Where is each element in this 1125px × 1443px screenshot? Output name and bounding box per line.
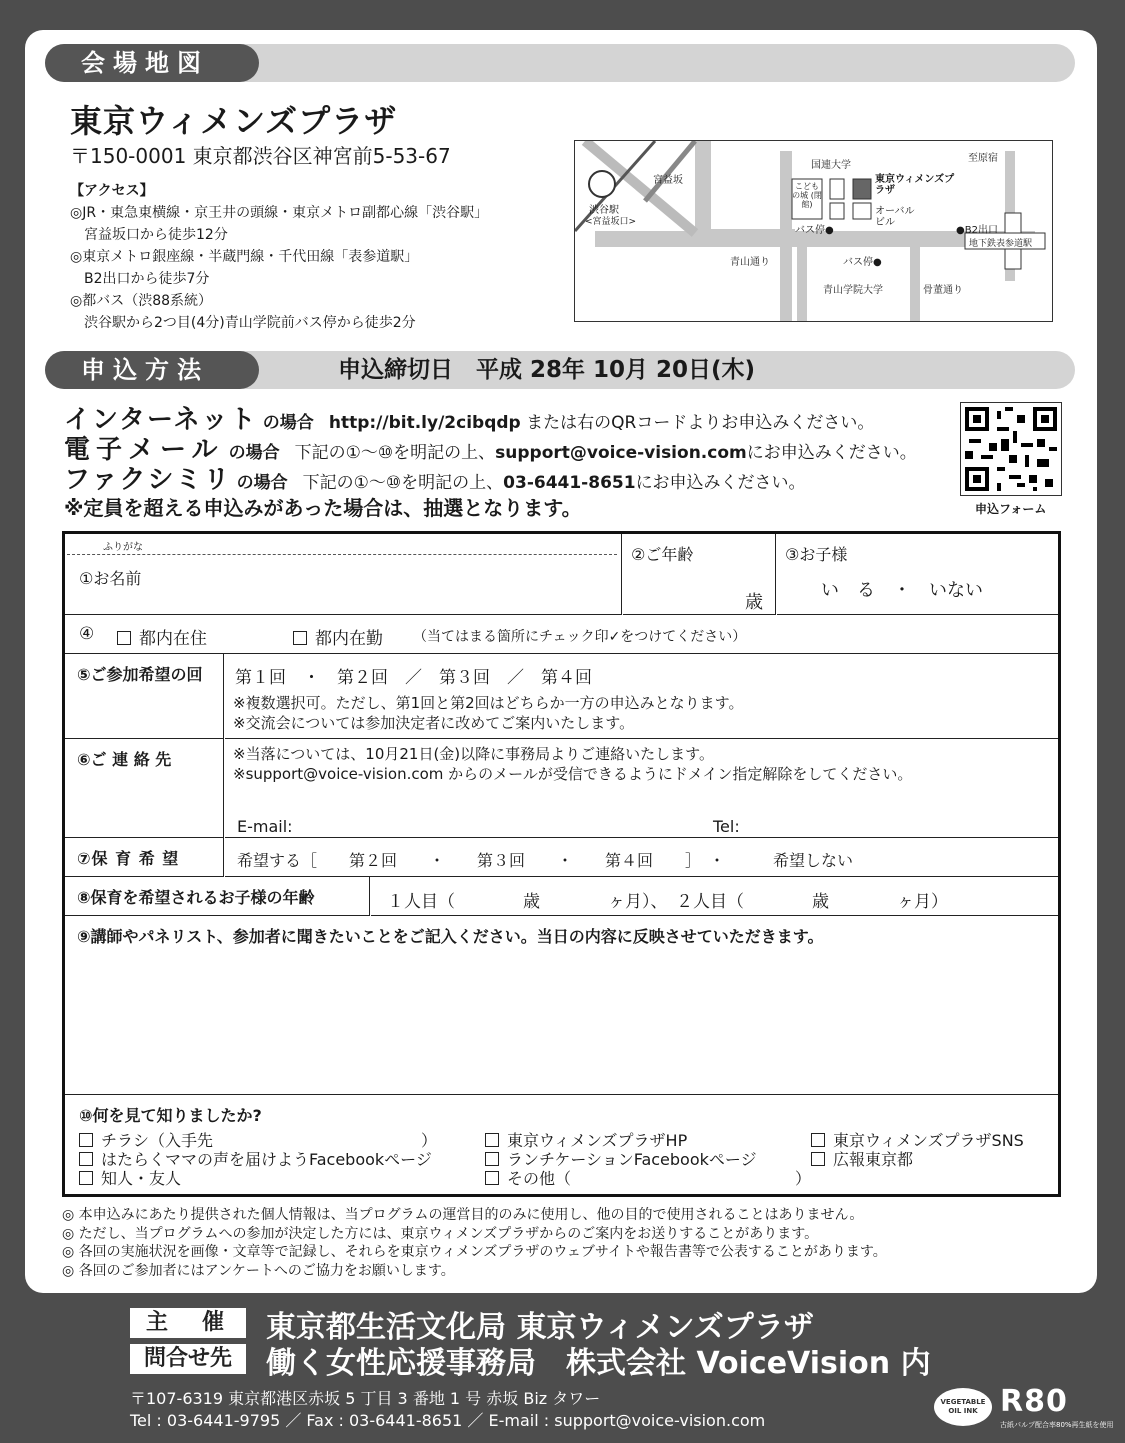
contact-note2: ※support@voice-vision.com からのメールが受信できるようにドメイン指定解除をしてください。 bbox=[233, 765, 913, 783]
field-contact bbox=[225, 739, 1058, 838]
host-name: 東京都生活文化局 東京ウィメンズプラザ bbox=[266, 1310, 814, 1345]
internet-text: または右のQRコードよりお申込みください。 bbox=[520, 413, 875, 433]
contact-label: ⑥ご 連 絡 先 bbox=[77, 750, 172, 769]
map-label-aoyama: 青山通り bbox=[730, 257, 770, 268]
section-title-apply: 申込方法 bbox=[45, 351, 259, 389]
map-label-kokuren: 国連大学 bbox=[811, 160, 851, 171]
source-option[interactable] bbox=[811, 1150, 1024, 1169]
method-email-case: の場合 bbox=[228, 443, 280, 463]
map-label-harajuku: 至原宿 bbox=[968, 153, 998, 164]
checkbox-icon[interactable] bbox=[293, 631, 307, 645]
email-text2: にお申込みください。 bbox=[746, 443, 917, 463]
session-note2: ※交流会については参加決定者に改めてご案内いたします。 bbox=[233, 714, 635, 732]
childcare-options[interactable]: 希望する［ 第２回 ・ 第３回 ・ 第４回 ］ ・ 希望しない bbox=[237, 851, 854, 870]
source-option-label: 知人・友人 bbox=[101, 1169, 182, 1188]
field-age[interactable] bbox=[623, 534, 776, 615]
application-form bbox=[62, 531, 1061, 1197]
residence-opt1[interactable] bbox=[117, 624, 207, 649]
source-option-label: ランチケーションFacebookページ bbox=[507, 1150, 757, 1169]
host-label: 主 催 bbox=[130, 1308, 246, 1338]
child-age-label-cell bbox=[65, 877, 370, 916]
checkbox-icon[interactable] bbox=[79, 1152, 93, 1166]
field-name[interactable] bbox=[65, 534, 622, 615]
map-label-miyamasuzaka: 宮益坂 bbox=[653, 175, 683, 186]
checkbox-icon[interactable] bbox=[79, 1133, 93, 1147]
map-label-oval: オーバル ビル bbox=[875, 206, 915, 228]
venue-address: 〒150-0001 東京都渋谷区神宮前5-53-67 bbox=[70, 144, 451, 168]
fax-number: 03-6441-8651 bbox=[503, 473, 636, 493]
section-bar-apply bbox=[45, 351, 1075, 389]
note-line: ◎ 各回の実施状況を画像・文章等で記録し、それらを東京ウィメンズプラザのウェブサイトや報告書等で公表することがあります。 bbox=[62, 1244, 887, 1260]
source-col2 bbox=[485, 1131, 811, 1188]
email-field[interactable]: E-mail: bbox=[237, 817, 293, 836]
field-sessions[interactable] bbox=[225, 654, 1058, 739]
session-label: ⑤ご参加希望の回 bbox=[77, 665, 203, 684]
qr-caption: 申込フォーム bbox=[975, 502, 1047, 516]
source-option-label: 広報東京都 bbox=[833, 1150, 914, 1169]
field-child-age[interactable] bbox=[371, 877, 1058, 916]
checkbox-icon[interactable] bbox=[485, 1171, 499, 1185]
note-line: ◎ ただし、当プログラムへの参加が決定した方には、東京ウィメンズプラザからのご案内をお送りすることがあります。 bbox=[62, 1225, 819, 1242]
source-option[interactable] bbox=[79, 1131, 437, 1150]
checkbox-icon[interactable] bbox=[811, 1133, 825, 1147]
source-option[interactable] bbox=[79, 1150, 437, 1169]
source-option-label: 東京ウィメンズプラザSNS bbox=[833, 1131, 1024, 1150]
section-bar-venue bbox=[45, 44, 1075, 82]
fax-text: 下記の①～⑩を明記の上、 bbox=[302, 473, 504, 493]
footer-address: 〒107-6319 東京都港区赤坂 5 丁目 3 番地 1 号 赤坂 Biz タワー bbox=[130, 1389, 601, 1408]
fax-text2: にお申込みください。 bbox=[635, 473, 806, 493]
childcare-label-cell bbox=[65, 838, 224, 877]
source-option-label: はたらくママの声を届けようFacebookページ bbox=[101, 1150, 432, 1169]
residence-num: ④ bbox=[79, 624, 95, 644]
contact-note1: ※当落については、10月21日(金)以降に事務局よりご連絡いたします。 bbox=[233, 745, 714, 763]
field-childcare[interactable] bbox=[225, 838, 1058, 877]
access-line: 宮益坂口から徒歩12分 bbox=[70, 227, 228, 243]
field-questions[interactable] bbox=[65, 916, 1058, 1095]
access-line: ◎JR・東急東横線・京王井の頭線・東京メトロ副都心線「渋谷駅」 bbox=[70, 205, 489, 221]
note-line: ◎ 本申込みにあたり提供された個人情報は、当プログラムの運営目的のみに使用し、他の目的で使用されることはありません。 bbox=[62, 1207, 864, 1223]
source-option[interactable] bbox=[811, 1131, 1024, 1150]
section-title-venue: 会場地図 bbox=[45, 44, 259, 82]
method-fax-case: の場合 bbox=[236, 473, 288, 493]
map-label-bus1: バス停● bbox=[795, 225, 834, 236]
checkbox-icon[interactable] bbox=[117, 631, 131, 645]
field-residence bbox=[65, 615, 1058, 654]
residence-opt2-label: 都内在勤 bbox=[315, 629, 383, 649]
source-option-label: 東京ウィメンズプラザHP bbox=[507, 1131, 688, 1150]
method-email-label: 電子メール bbox=[64, 435, 224, 465]
r80-note: 古紙パルプ配合率80%再生紙を使用 bbox=[1000, 1421, 1114, 1429]
child-age-options[interactable]: １人目（ 歳 ヶ月）、 ２人目（ 歳 ヶ月） bbox=[387, 892, 948, 912]
checkbox-icon[interactable] bbox=[485, 1152, 499, 1166]
method-fax-label: ファクシミリ bbox=[64, 465, 232, 495]
childcare-label: ⑦保 育 希 望 bbox=[77, 849, 180, 868]
checkbox-icon[interactable] bbox=[811, 1152, 825, 1166]
map-label-kodomo: こども の城 (閉館) bbox=[792, 182, 822, 209]
residence-opt2[interactable] bbox=[293, 624, 383, 649]
field-source bbox=[65, 1095, 1058, 1194]
deadline: 申込締切日 平成 28年 10月 20日(木) bbox=[338, 357, 756, 383]
source-col3 bbox=[811, 1131, 1024, 1169]
method-fax bbox=[64, 459, 806, 496]
source-option[interactable] bbox=[485, 1169, 811, 1188]
email-text: 下記の①～⑩を明記の上、 bbox=[294, 443, 496, 463]
source-col1 bbox=[79, 1131, 437, 1188]
lottery-note: ※定員を超える申込みがあった場合は、抽選となります。 bbox=[64, 496, 582, 520]
field-children[interactable] bbox=[777, 534, 1058, 615]
source-option[interactable] bbox=[79, 1169, 437, 1188]
checkbox-icon[interactable] bbox=[79, 1171, 93, 1185]
map-label-gakuin: 青山学院大学 bbox=[823, 285, 883, 296]
method-internet-case: の場合 bbox=[262, 413, 314, 433]
r80-logo: R80 bbox=[1000, 1384, 1068, 1419]
name-label: ①お名前 bbox=[79, 569, 142, 588]
map-label-plaza: 東京ウィメンズプラザ bbox=[875, 174, 955, 196]
map-label-bus2: バス停● bbox=[843, 257, 882, 268]
qr-code[interactable] bbox=[960, 402, 1062, 496]
privacy-notes bbox=[62, 1206, 887, 1280]
map-label-b2: ●B2出口 bbox=[956, 225, 998, 236]
checkbox-icon[interactable] bbox=[485, 1133, 499, 1147]
access-line: ◎東京メトロ銀座線・半蔵門線・千代田線「表参道駅」 bbox=[70, 249, 419, 265]
children-options: い る ・ いない bbox=[821, 580, 983, 601]
source-option[interactable] bbox=[485, 1131, 811, 1150]
note-line: ◎ 各回のご参加者にはアンケートへのご協力をお願いします。 bbox=[62, 1262, 455, 1279]
method-internet-label: インターネット bbox=[64, 405, 258, 435]
contact-name: 働く女性応援事務局 株式会社 VoiceVision 内 bbox=[266, 1346, 931, 1381]
source-option[interactable] bbox=[485, 1150, 811, 1169]
map-label-omotesando: 地下鉄表参道駅 bbox=[969, 239, 1033, 249]
child-age-label: ⑧保育を希望されるお子様の年齢 bbox=[77, 888, 315, 907]
access-line: B2出口から徒歩7分 bbox=[70, 271, 210, 287]
residence-note: （当てはまる箇所にチェック印✓をつけてください） bbox=[413, 629, 747, 645]
source-label: ⑩何を見て知りましたか? bbox=[79, 1106, 262, 1125]
age-label: ②ご年齢 bbox=[631, 545, 694, 564]
session-options[interactable]: 第１回 ・ 第２回 ／ 第３回 ／ 第４回 bbox=[235, 668, 592, 688]
vegetable-oil-ink-logo: VEGETABLE OIL INK bbox=[934, 1388, 992, 1426]
internet-url[interactable]: http://bit.ly/2cibqdp bbox=[328, 413, 521, 433]
map-label-shibuya-sub: <宮益坂口> bbox=[585, 217, 637, 227]
contact-label-cell bbox=[65, 739, 224, 838]
venue-map bbox=[574, 140, 1053, 322]
session-label-cell bbox=[65, 654, 224, 739]
source-option-label: その他（ ） bbox=[507, 1169, 812, 1188]
session-note1: ※複数選択可。ただし、第1回と第2回はどちらか一方の申込みとなります。 bbox=[233, 694, 744, 712]
children-label: ③お子様 bbox=[785, 545, 848, 564]
contact-label: 問合せ先 bbox=[130, 1344, 246, 1374]
furigana-divider bbox=[67, 554, 617, 555]
residence-opt1-label: 都内在住 bbox=[139, 629, 207, 649]
age-unit: 歳 bbox=[745, 592, 763, 613]
access-line: 渋谷駅から2つ目(4分)青山学院前バス停から徒歩2分 bbox=[70, 315, 416, 331]
access-heading: 【アクセス】 bbox=[70, 183, 154, 199]
venue-name: 東京ウィメンズプラザ bbox=[70, 102, 398, 140]
qr-pattern bbox=[961, 403, 1061, 495]
source-option-label: チラシ（入手先 ） bbox=[101, 1131, 438, 1150]
furigana-label: ふりがな bbox=[103, 542, 143, 553]
tel-field[interactable]: Tel: bbox=[713, 817, 740, 836]
questions-label: ⑨講師やパネリスト、参加者に聞きたいことをご記入ください。当日の内容に反映させていただきます。 bbox=[77, 927, 824, 946]
access-line: ◎都バス（渋88系統） bbox=[70, 293, 213, 309]
map-label-kotto: 骨董通り bbox=[923, 285, 963, 296]
map-label-shibuya: 渋谷駅 bbox=[589, 205, 619, 216]
access-info bbox=[70, 180, 550, 334]
email-address[interactable]: support@voice-vision.com bbox=[495, 443, 747, 463]
footer-contact-info: Tel : 03-6441-9795 ／ Fax : 03-6441-8651 ／ E-mail : support@voice-vision.com bbox=[130, 1411, 766, 1430]
